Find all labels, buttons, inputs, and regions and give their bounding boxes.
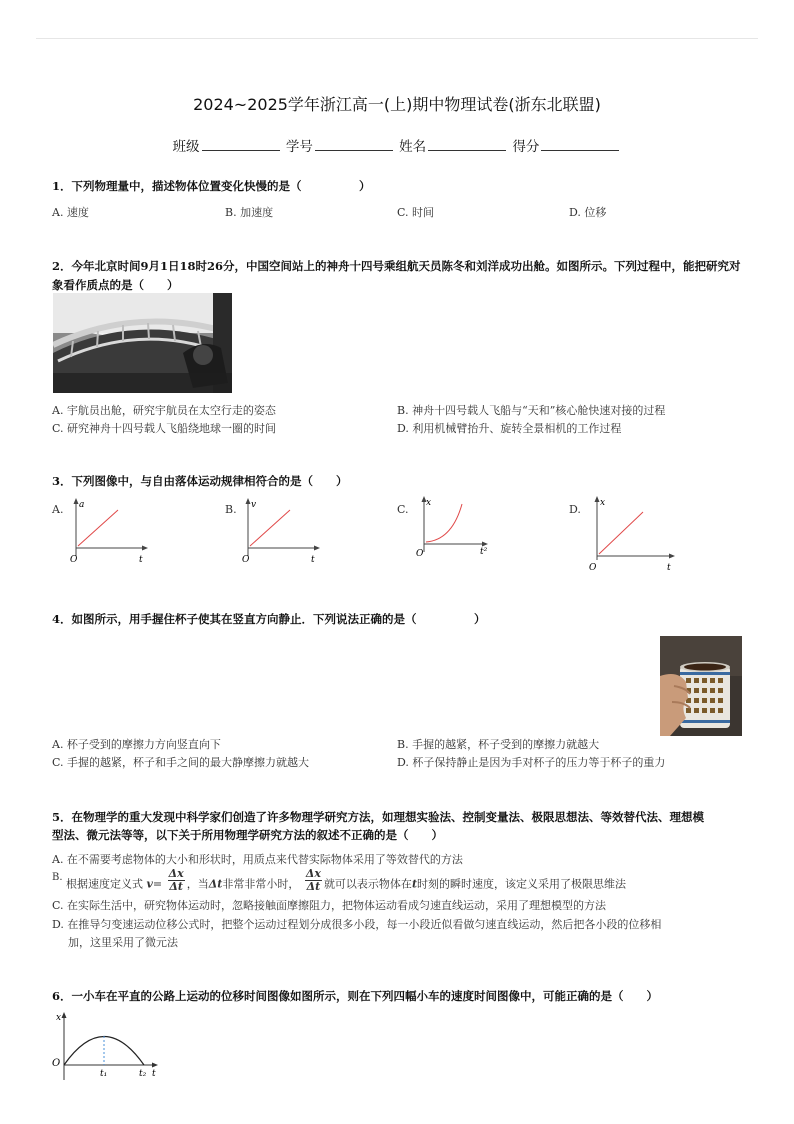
q6-x-label: t [152,1069,156,1079]
q5b-eq: = [152,877,163,891]
q5-option-b-label: B. [52,872,63,883]
exam-title: 2024~2025学年浙江高一(上)期中物理试卷(浙东北联盟) [193,95,601,114]
q3-option-c-label[interactable]: C. [397,503,409,516]
name-label: 姓名 [399,139,427,155]
q3-option-b-label[interactable]: B. [225,503,237,516]
q4-option-d[interactable]: D. 杯子保持静止是因为手对杯子的压力等于杯子的重力 [397,756,666,769]
q5b-fraction [168,868,185,893]
q2-option-c[interactable]: C. 研究神舟十四号载人飞船绕地球一圈的时间 [52,422,277,435]
q6-xt-graph [48,1010,178,1080]
q3b-x-label: t [311,555,315,565]
q3c-y-label: x [426,498,432,508]
question-2-stem: 2．今年北京时间9月1日18时26分，中国空间站上的神舟十四号乘组航天员陈冬和刘洋成功出舱。如图所示。下列过程中，能把研究对象看作质点的是（ ） [52,259,741,292]
question-3-stem: 3．下列图像中，与自由落体运动规律相符合的是（ ） [52,474,348,488]
q5b-fraction-2 [305,868,322,893]
q3c-origin: O [416,549,424,559]
q5b-t: t [411,877,418,891]
q3b-y-label: v [251,500,257,510]
q3-graph-d [585,494,680,574]
q3a-y-label: a [79,500,85,510]
question-4-stem: 4．如图所示，用手握住杯子使其在竖直方向静止．下列说法正确的是（ ） [52,612,486,626]
q1-option-b[interactable]: B. 加速度 [225,206,274,219]
student-id-blank[interactable] [315,136,393,151]
q3d-x-label: t [667,563,671,573]
q3-option-d-label[interactable]: D. [569,503,581,516]
q5-option-c[interactable]: C. 在实际生活中，研究物体运动时，忽略接触面摩擦阻力，把物体运动看成匀速直线运动，采用了理想模型的方法 [52,899,607,912]
q3d-y-label: x [600,498,606,508]
q3d-origin: O [589,563,597,573]
q3-graph-c [412,494,502,564]
score-blank[interactable] [541,136,619,151]
header-rule [36,38,758,39]
question-6-stem: 6．一小车在平直的公路上运动的位移时间图像如图所示，则在下列四幅小车的速度时间图像中，可能正确的是（ ） [52,989,658,1003]
q6-t2-label: t₂ [139,1069,147,1079]
q4-option-b[interactable]: B. 手握的越紧，杯子受到的摩擦力就越大 [397,738,600,751]
q3-graph-a [66,496,156,566]
q3b-origin: O [242,555,250,565]
q5b-num-2: Δx [305,867,321,880]
q1-option-d[interactable]: D. 位移 [569,206,607,219]
q2-option-b[interactable]: B. 神舟十四号载人飞船与“天和”核心舱快速对接的过程 [397,404,666,417]
q5b-post1: 就可以表示物体在 [323,877,412,891]
q5-option-a[interactable]: A. 在不需要考虑物体的大小和形状时，用质点来代替实际物体采用了等效替代的方法 [52,853,463,866]
question-1-stem: 1．下列物理量中，描述物体位置变化快慢的是（ ） [52,179,371,193]
q5b-den-2: Δt [306,880,321,893]
student-id-label: 学号 [285,139,313,155]
q5b-v: v [146,877,153,891]
q6-t1-label: t₁ [100,1069,108,1079]
q2-option-d[interactable]: D. 利用机械臂抬升、旋转全景相机的工作过程 [397,422,622,435]
q5b-dt: Δt [208,877,223,891]
q3-option-a-label[interactable]: A. [52,503,64,516]
question-5-stem-line2: 型法、微元法等等，以下关于所用物理学研究方法的叙述不正确的是（ ） [52,828,443,842]
q4-option-a[interactable]: A. 杯子受到的摩擦力方向竖直向下 [52,738,221,751]
question-5-stem-line1: 5．在物理学的重大发现中科学家们创造了许多物理学研究方法，如理想实验法、控制变量法、极限思想法、等效替代法、理想模 [52,810,704,824]
q5b-mid1: ，当 [186,877,209,891]
class-label: 班级 [172,139,200,155]
q5b-post2: 时刻的瞬时速度，该定义采用了极限思维法 [417,877,627,891]
q6-origin: O [52,1058,61,1069]
q3a-x-label: t [139,555,143,565]
q6-y-label: x [56,1013,62,1023]
q5b-mid2: 非常非常小时， [222,877,300,891]
q3-graph-b [238,496,328,566]
name-blank[interactable] [428,136,506,151]
student-info-fields [0,135,794,155]
q3c-x-label: t² [480,547,488,557]
q4-option-c[interactable]: C. 手握的越紧，杯子和手之间的最大静摩擦力就越大 [52,756,310,769]
score-label: 得分 [512,139,540,155]
q1-option-c[interactable]: C. 时间 [397,206,435,219]
q3a-origin: O [70,555,78,565]
q5-option-d-line2: 加，这里采用了微元法 [68,936,178,949]
spacewalk-photo [53,293,232,393]
q5-option-d-line1[interactable]: D. 在推导匀变速运动位移公式时，把整个运动过程划分成很多小段，每一小段近似看做匀速直线运动，然后把各小段的位移相 [52,918,662,931]
q5b-num: Δx [168,867,184,880]
q5b-pre: 根据速度定义式 [66,877,143,891]
q5b-den: Δt [169,880,183,893]
q1-option-a[interactable]: A. 速度 [52,206,89,219]
cup-in-hand-photo [660,636,742,736]
q2-option-a[interactable]: A. 宇航员出舱，研究宇航员在太空行走的姿态 [52,404,276,417]
class-blank[interactable] [202,136,280,151]
